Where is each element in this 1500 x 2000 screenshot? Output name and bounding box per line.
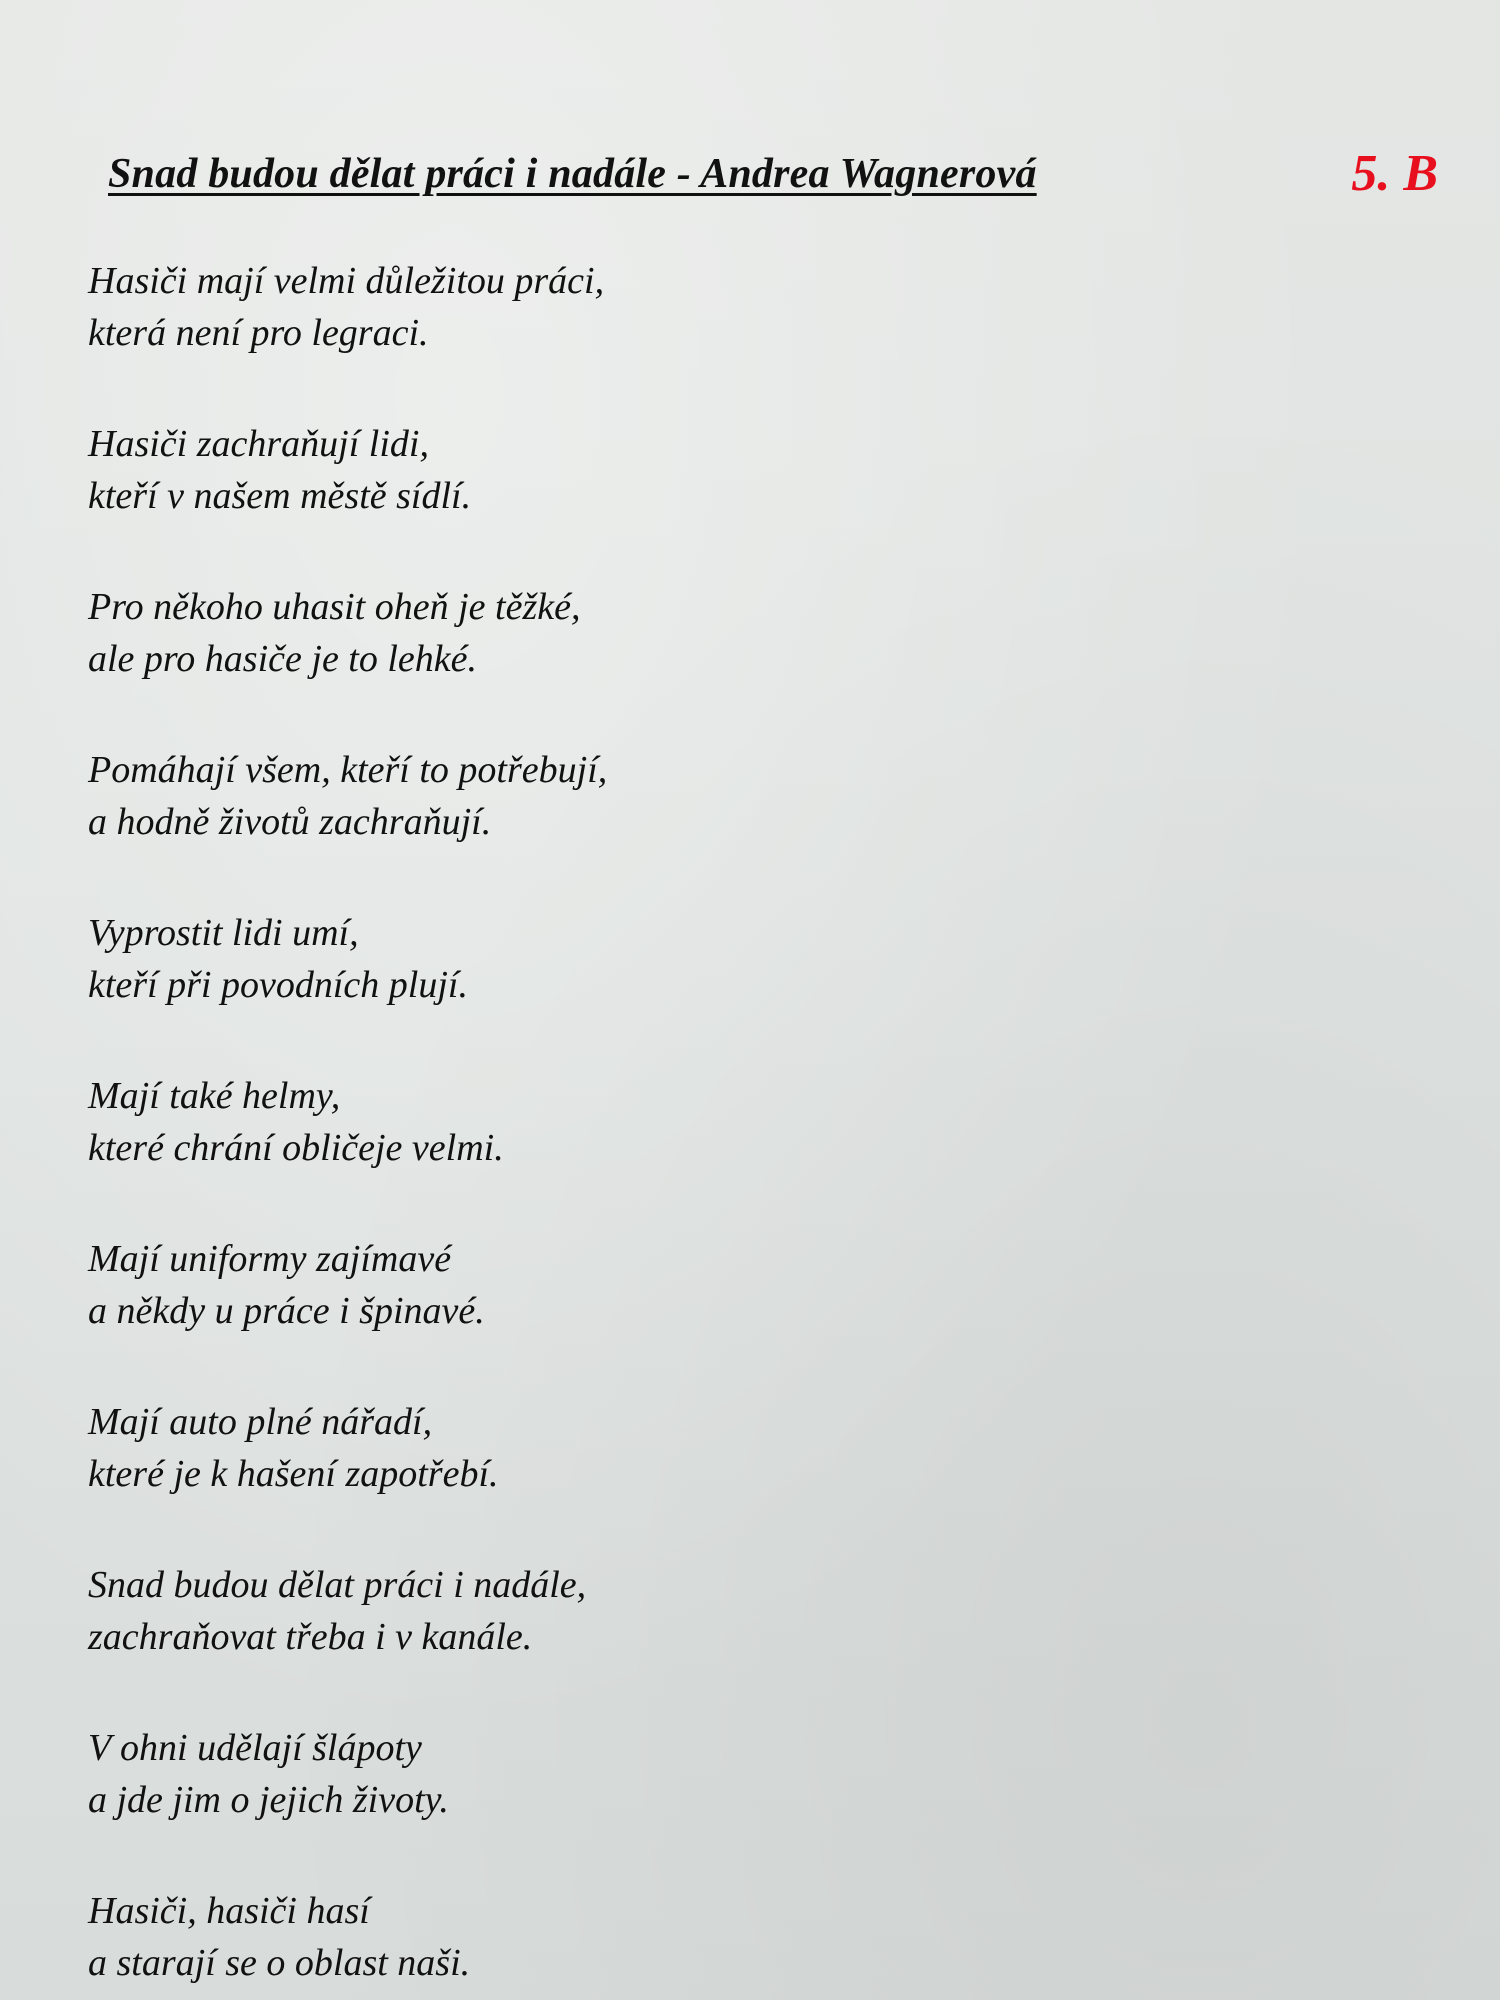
poem-line: a hodně životů zachraňují. [88, 801, 492, 843]
poem-line: a jde jim o jejich životy. [88, 1779, 449, 1821]
class-label: 5. B [1351, 145, 1438, 202]
stanza [88, 1885, 988, 2000]
stanza [88, 1070, 988, 1233]
stanza [88, 581, 988, 744]
poem-line: která není pro legraci. [88, 312, 429, 354]
poem-line: které je k hašení zapotřebí. [88, 1453, 499, 1495]
stanza [88, 1233, 988, 1396]
poem-line: Mají také helmy, [88, 1075, 341, 1117]
poem-line: Hasiči zachraňují lidi, [88, 423, 429, 465]
stanza [88, 418, 988, 581]
document-header [108, 145, 1438, 210]
poem-line: Vyprostit lidi umí, [88, 912, 359, 954]
poem-line: Mají uniformy zajímavé [88, 1238, 452, 1280]
stanza [88, 907, 988, 1070]
poem-line: ale pro hasiče je to lehké. [88, 638, 478, 680]
stanza [88, 1722, 988, 1885]
poem-body [88, 255, 988, 2000]
stanza [88, 255, 988, 418]
poem-line: kteří při povodních plují. [88, 964, 468, 1006]
poem-line: zachraňovat třeba i v kanále. [88, 1616, 533, 1658]
poem-line: Hasiči mají velmi důležitou práci, [88, 260, 605, 302]
poem-line: Hasiči, hasiči hasí [88, 1890, 370, 1932]
poem-line: Snad budou dělat práci i nadále, [88, 1564, 587, 1606]
poem-line: V ohni udělají šlápoty [88, 1727, 422, 1769]
stanza [88, 1559, 988, 1722]
poem-line: a starají se o oblast naši. [88, 1942, 471, 1984]
poem-line: a někdy u práce i špinavé. [88, 1290, 485, 1332]
poem-line: Pomáhají všem, kteří to potřebují, [88, 749, 608, 791]
stanza [88, 1396, 988, 1559]
poem-line: kteří v našem městě sídlí. [88, 475, 472, 517]
poem-line: Mají auto plné nářadí, [88, 1401, 433, 1443]
poem-line: které chrání obličeje velmi. [88, 1127, 504, 1169]
stanza [88, 744, 988, 907]
poem-line: Pro někoho uhasit oheň je těžké, [88, 586, 581, 628]
poem-title: Snad budou dělat práci i nadále - Andrea Wagnerová [108, 151, 1037, 197]
